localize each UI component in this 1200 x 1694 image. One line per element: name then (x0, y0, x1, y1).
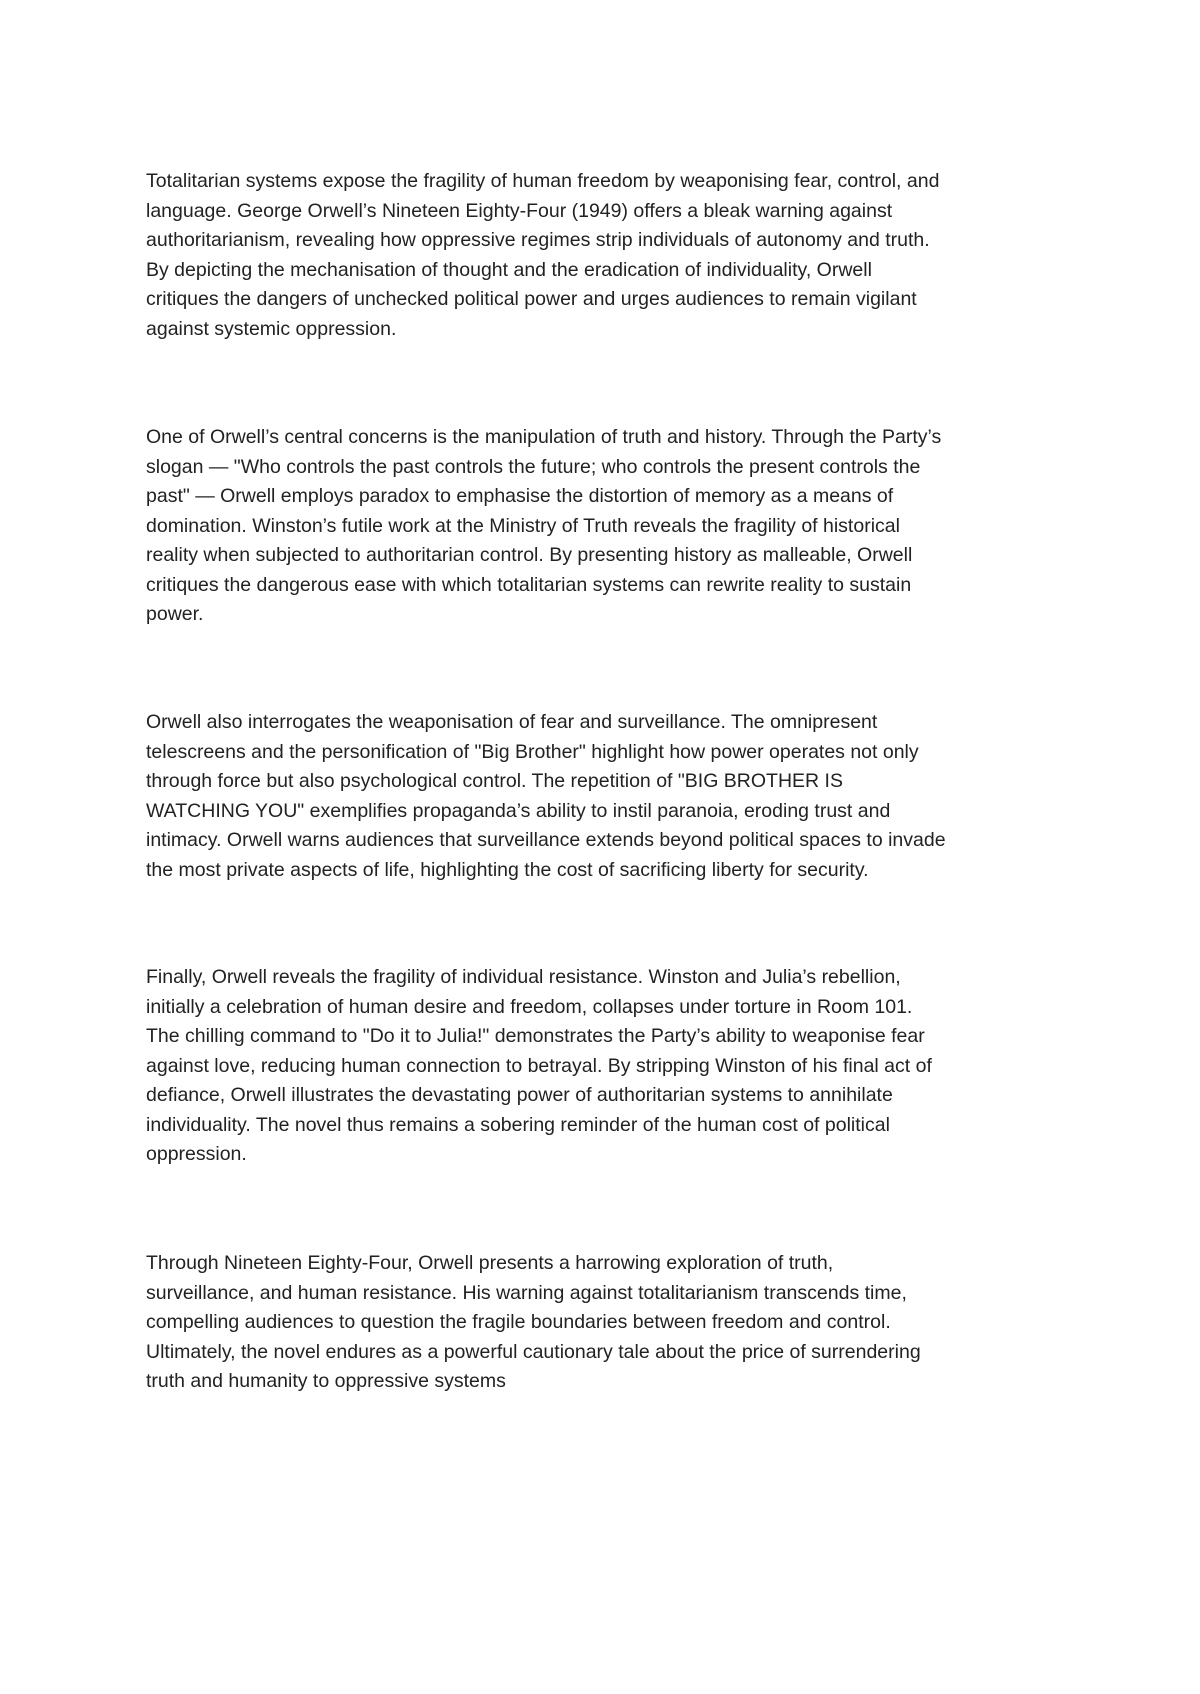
paragraph-truth-and-history: One of Orwell’s central concerns is the manipulation of truth and history. Through the Party’s slogan — "Who controls the past controls the future; who controls the present controls the past" — Orwell employs paradox to emphasise the distortion of memory as a means of domination. Winston’s futile work at the Ministry of Truth reveals the fragility of historical reality when subjected to authoritarian control. By presenting history as malleable, Orwell critiques the dangerous ease with which totalitarian systems can rewrite reality to sustain power. (146, 426, 942, 625)
paragraph-fear-and-surveillance: Orwell also interrogates the weaponisation of fear and surveillance. The omnipresent telescreens and the personification of "Big Brother" highlight how power operates not only through force but also psychological control. The repetition of "BIG BROTHER IS WATCHING YOU" exemplifies propaganda’s ability to instil paranoia, eroding trust and intimacy. Orwell warns audiences that surveillance extends beyond political spaces to invade the most private aspects of life, highlighting the cost of sacrificing liberty for security. (146, 711, 946, 881)
paragraph-individual-resistance: Finally, Orwell reveals the fragility of individual resistance. Winston and Julia’s rebellion, initially a celebration of human desire and freedom, collapses under torture in Room 101. The chilling command to "Do it to Julia!" demonstrates the Party’s ability to weaponise fear against love, reducing human connection to betrayal. By stripping Winston of his final act of defiance, Orwell illustrates the devastating power of authoritarian systems to annihilate individuality. The novel thus remains a sobering reminder of the human cost of political oppression. (146, 966, 932, 1165)
paragraph-introduction: Totalitarian systems expose the fragility of human freedom by weaponising fear, control, and language. George Orwell’s Nineteen Eighty-Four (1949) offers a bleak warning against authoritarianism, revealing how oppressive regimes strip individuals of autonomy and truth. By depicting the mechanisation of thought and the eradication of individuality, Orwell critiques the dangers of unchecked political power and urges audiences to remain vigilant against systemic oppression. (146, 170, 940, 340)
paragraph-conclusion: Through Nineteen Eighty-Four, Orwell presents a harrowing exploration of truth, surveillance, and human resistance. His warning against totalitarianism transcends time, compelling audiences to question the fragile boundaries between freedom and control. Ultimately, the novel endures as a powerful cautionary tale about the price of surrendering truth and humanity to oppressive systems (146, 1252, 921, 1392)
